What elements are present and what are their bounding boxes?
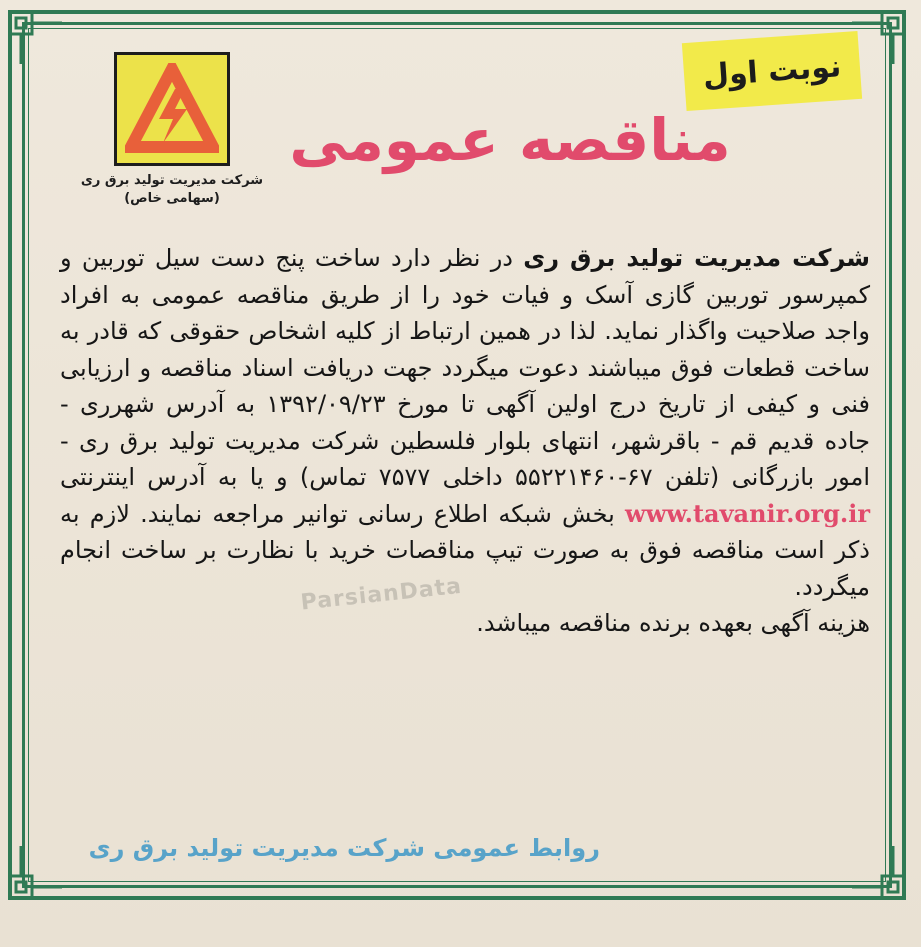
corner-ornament-icon [4,6,66,68]
edition-badge-text: نوبت اول [701,48,843,94]
company-name-lead: شرکت مدیریت تولید برق ری [523,244,871,272]
ad-title: مناقصه عمومی [289,106,731,174]
body-text-part1: در نظر دارد ساخت پنج دست سیل توربین و کمپرسور توربین گازی آسک و فیات خود را از طریق مناقصه عمومی به افراد واجد صلاحیت واگذار نماید. لذا در همین ارتباط از کلیه اشخاص حقوقی که قادر به ساخت قطعات فوق میباشند دعوت میگردد جهت دریافت اسناد مناقصه و ارزیابی فنی و کیفی از تاریخ درج اولین آگهی تا مورخ ۱۳۹۲/۰۹/۲۳ به آدرس شهرری - جاده قدیم قم - باقرشهر، انتهای بلوار فلسطین شرکت مدیریت تولید برق ری - امور بازرگانی (تلفن ۶۷-۵۵۲۲۱۴۶۰ داخلی ۷۵۷۷ تماس) و یا به آدرس اینترنتی [60,244,870,491]
logo-caption [72,172,272,208]
logo-caption-company: شرکت مدیریت تولید برق ری [80,173,264,188]
logo-caption-type: (سهامی خاص) [124,191,220,206]
company-logo [114,52,230,166]
corner-ornament-icon [848,842,910,904]
public-relations-signature: روابط عمومی شرکت مدیریت تولید برق ری [88,834,600,862]
cost-note: هزینه آگهی بعهده برنده مناقصه میباشد. [476,609,870,637]
watermark: ParsianData [299,573,464,616]
body-text-part2: بخش شبکه اطلاع رسانی توانیر مراجعه نمایند. لازم به ذکر است مناقصه فوق به صورت تیپ مناقصات خرید با نظارت بر ساخت انجام میگردد. [60,499,870,601]
website-link[interactable]: www.tavanir.org.ir [625,498,870,528]
triangle-lightning-logo-icon [125,63,219,155]
corner-ornament-icon [4,842,66,904]
